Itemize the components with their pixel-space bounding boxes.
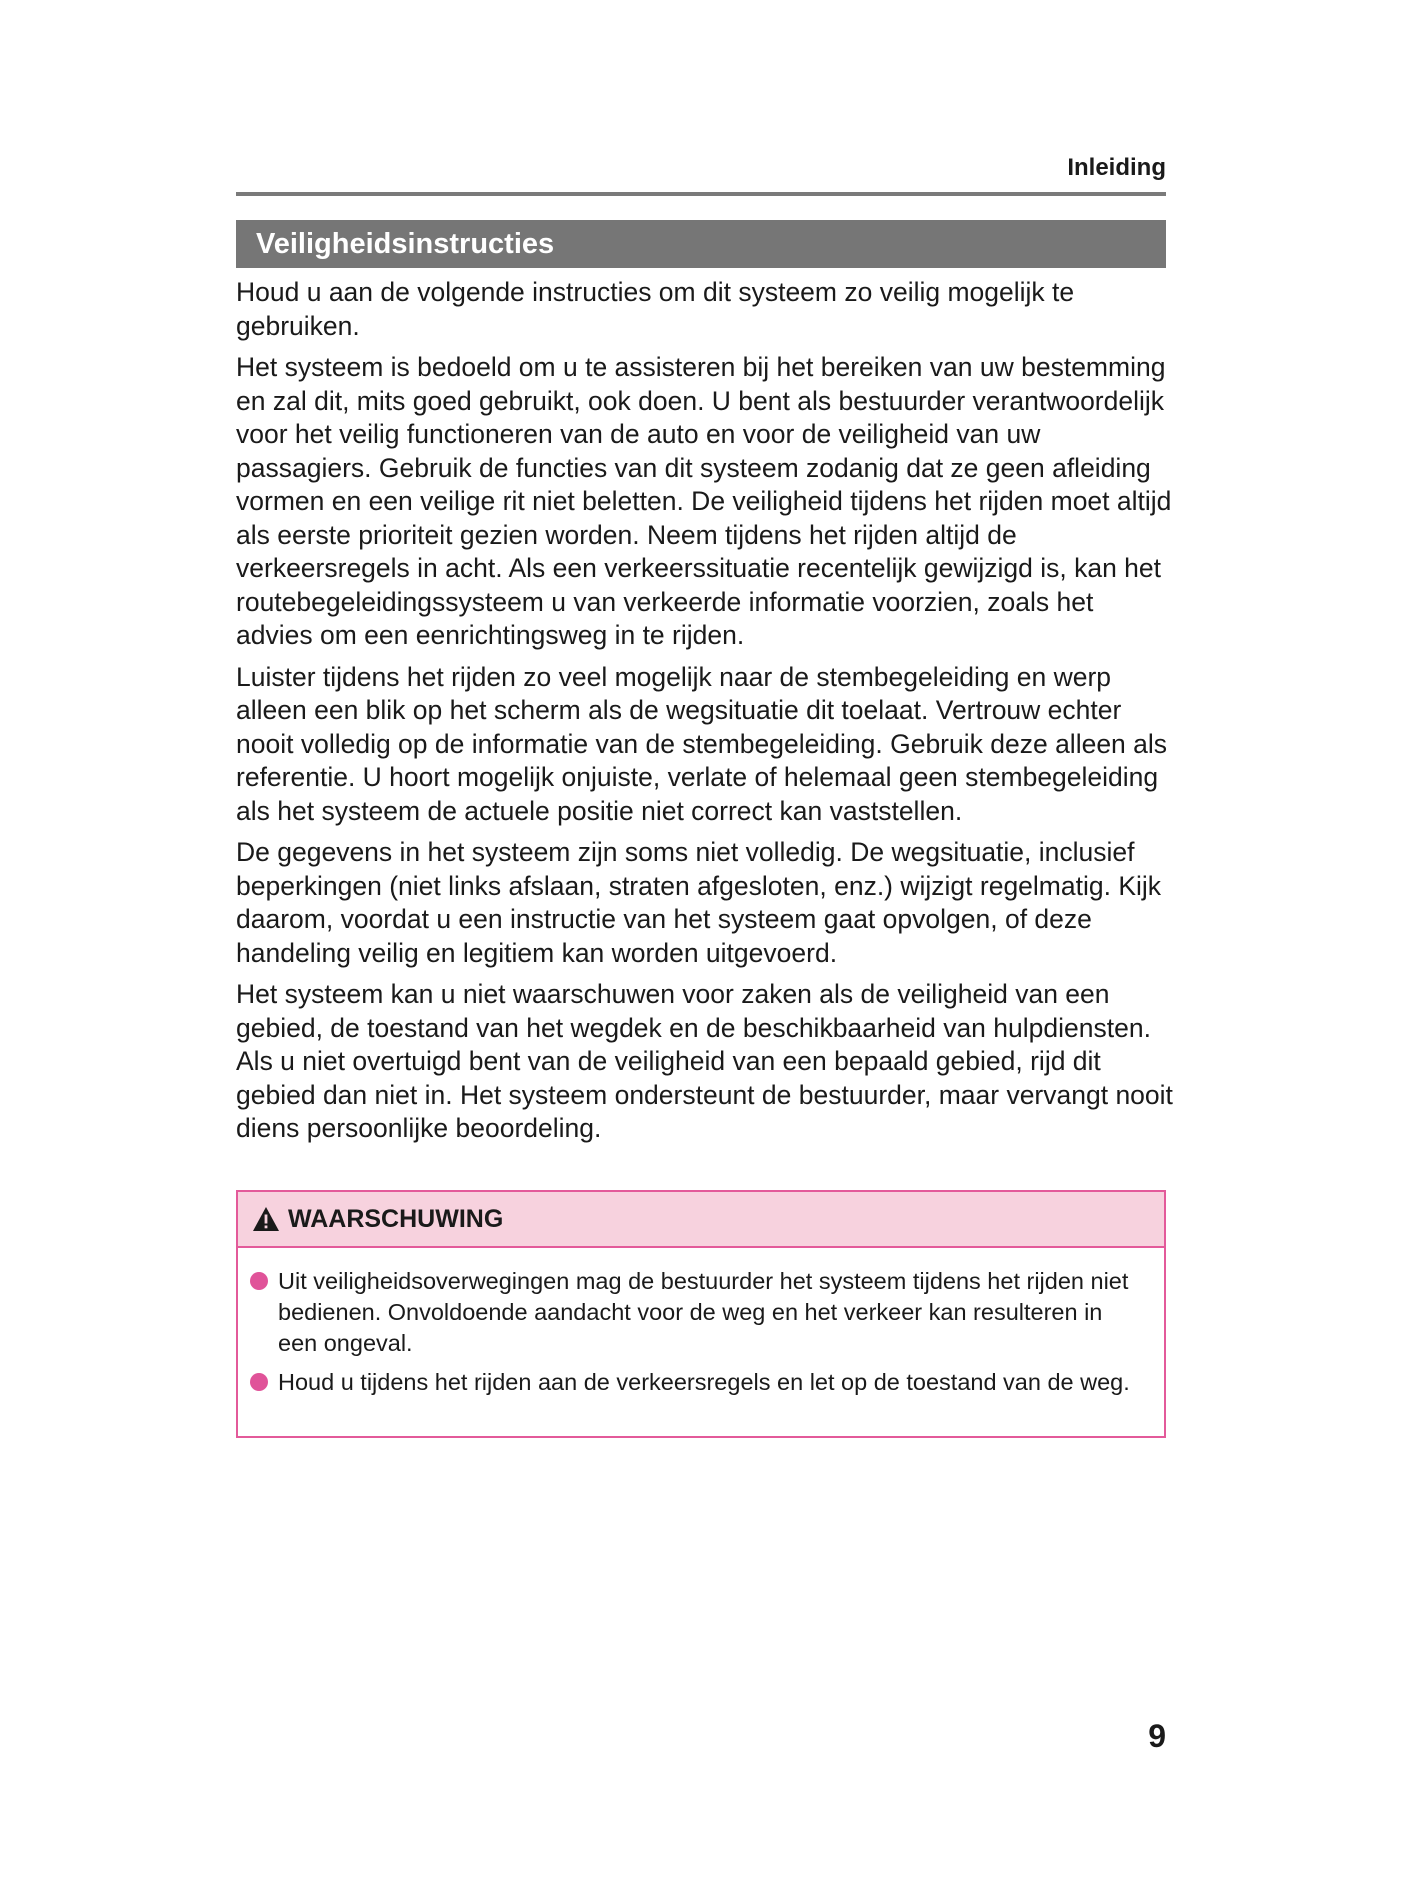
paragraph-data-completeness: De gegevens in het systeem zijn soms niet volledig. De wegsituatie, inclusief beperkingen (niet links afslaan, straten afgesloten, enz.) wijzigt regelmatig. Kijk daarom, voordat u een instructie van het systeem gaat opvolgen, of deze handeling veilig en legitiem kan worden uitgevoerd.: [236, 837, 1162, 968]
paragraph-area-safety: Het systeem kan u niet waarschuwen voor zaken als de veiligheid van een gebied, de toestand van het wegdek en de beschikbaarheid van hulpdiensten. Als u niet overtuigd bent van de veiligheid van een bepaald gebied, rijd dit gebied dan niet in. Het systeem ondersteunt de bestuurder, maar vervangt nooit diens persoonlijke beoordeling.: [236, 979, 1173, 1143]
bullet-dot-icon: [250, 1272, 268, 1290]
warning-triangle-icon: [252, 1206, 280, 1232]
warning-title: WAARSCHUWING: [288, 1204, 504, 1233]
warning-header: [238, 1192, 1164, 1248]
paragraph-responsibility: Het systeem is bedoeld om u te assisteren bij het bereiken van uw bestemming en zal dit, mits goed gebruikt, ook doen. U bent als bestuurder verantwoordelijk voor het veilig functioneren van de auto en voor de veiligheid van uw passagiers. Gebruik de functies van dit systeem zodanig dat ze geen afleiding vormen en een veilige rit niet beletten. De veiligheid tijdens het rijden moet altijd als eerste prioriteit gezien worden. Neem tijdens het rijden altijd de verkeersregels in acht. Als een verkeerssituatie recentelijk gewijzigd is, kan het routebegeleidingssysteem u van verkeerde informatie voorzien, zoals het advies om een eenrichtingsweg in te rijden.: [236, 352, 1172, 650]
warning-box: [236, 1190, 1166, 1438]
section-title: Veiligheidsinstructies: [256, 227, 555, 260]
warning-item-text: Uit veiligheidsoverwegingen mag de bestuurder het systeem tijdens het rijden niet bedienen. Onvoldoende aandacht voor de weg en het verkeer kan resulteren in een ongeval.: [278, 1268, 1129, 1356]
warning-list: [238, 1248, 1164, 1398]
warning-item: [250, 1367, 1144, 1398]
paragraph-intro: Houd u aan de volgende instructies om dit systeem zo veilig mogelijk te gebruiken.: [236, 277, 1075, 341]
paragraph-voice-guidance: Luister tijdens het rijden zo veel mogelijk naar de stembegeleiding en werp alleen een blik op het scherm als de wegsituatie dit toelaat. Vertrouw echter nooit volledig op de informatie van de stembegeleiding. Gebruik deze alleen als referentie. U hoort mogelijk onjuiste, verlate of helemaal geen stembegeleiding als het systeem de actuele positie niet correct kan vaststellen.: [236, 661, 1168, 826]
body-text: [236, 276, 1176, 1154]
page-number: 9: [1148, 1718, 1166, 1754]
section-heading-bar: [236, 220, 1166, 268]
warning-item: [250, 1266, 1144, 1359]
warning-item-text: Houd u tijdens het rijden aan de verkeersregels en let op de toestand van de weg.: [278, 1369, 1130, 1395]
chapter-label: Inleiding: [1067, 154, 1166, 181]
header-divider: [236, 192, 1166, 196]
bullet-dot-icon: [250, 1373, 268, 1391]
